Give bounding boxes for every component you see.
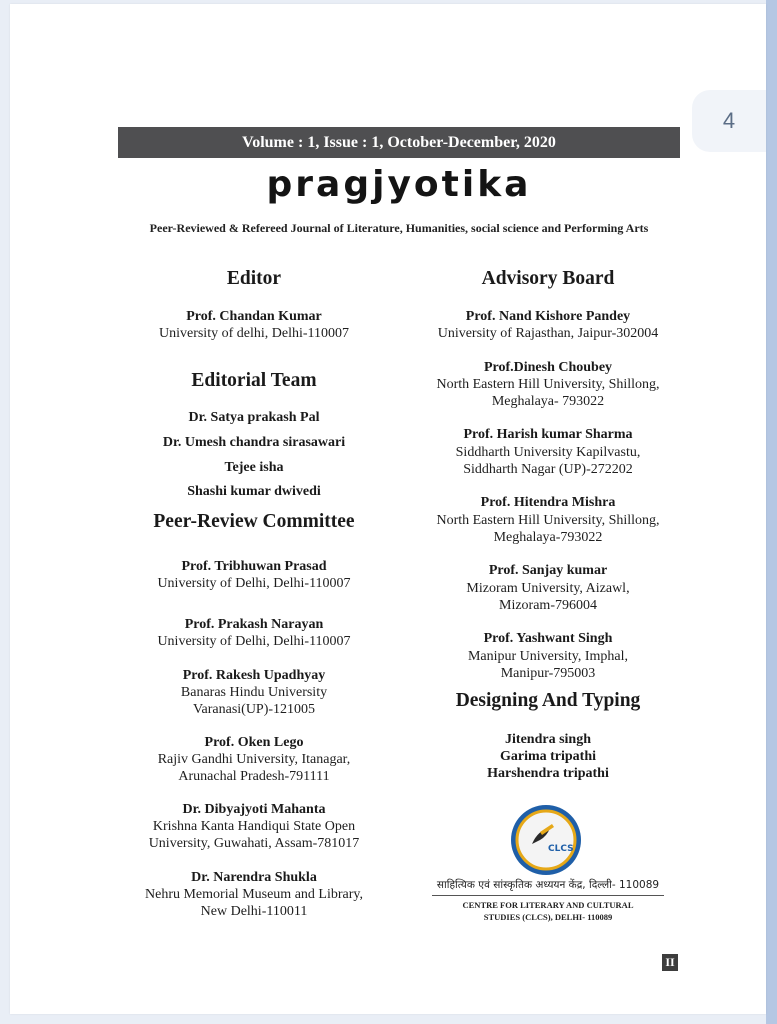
document-page	[10, 4, 766, 1014]
editor-name: Prof. Chandan Kumar	[186, 309, 322, 324]
peer-review-member-affiliation: University of Delhi, Delhi-110007	[157, 576, 351, 591]
logo-inner-ring	[517, 811, 575, 869]
peer-review-heading: Peer-Review Committee	[153, 511, 355, 532]
peer-review-member-affiliation: Rajiv Gandhi University, Itanagar, Arunachal Pradesh-791111	[157, 752, 351, 784]
peer-review-member-name: Prof. Oken Lego	[204, 735, 304, 750]
advisory-member-name: Prof. Hitendra Mishra	[480, 495, 616, 510]
designing-member: Jitendra singh	[505, 732, 591, 747]
editorial-member: Dr. Umesh chandra sirasawari	[162, 435, 346, 450]
designing-heading: Designing And Typing	[455, 690, 641, 711]
peer-review-member-affiliation: Banaras Hindu University Varanasi(UP)-121005	[180, 685, 328, 717]
advisory-member-affiliation: University of Rajasthan, Jaipur-302004	[437, 326, 659, 341]
designing-member: Harshendra tripathi	[487, 766, 609, 781]
peer-review-member-affiliation: Krishna Kanta Handiqui State Open University, Guwahati, Assam-781017	[148, 819, 360, 851]
designing-member: Garima tripathi	[499, 749, 597, 764]
advisory-board-heading: Advisory Board	[481, 268, 615, 289]
advisory-member-name: Prof. Nand Kishore Pandey	[465, 309, 631, 324]
logo-text: CLCS	[548, 844, 574, 854]
peer-review-member-affiliation: Nehru Memorial Museum and Library, New Delhi-110011	[145, 887, 363, 919]
advisory-member-name: Prof. Sanjay kumar	[488, 563, 608, 578]
page-number-badge[interactable]: 4	[692, 90, 766, 152]
advisory-member-affiliation: Manipur University, Imphal, Manipur-795003	[467, 649, 629, 681]
page-marker: II	[662, 954, 678, 971]
clcs-hindi-name: साहित्यिक एवं सांस्कृतिक अध्ययन केंद्र, दिल्ली- 110089	[436, 879, 660, 891]
peer-review-member-name: Prof. Rakesh Upadhyay	[182, 668, 326, 683]
peer-review-member-name: Dr. Narendra Shukla	[191, 870, 317, 885]
advisory-member-name: Prof.Dinesh Choubey	[483, 360, 613, 375]
advisory-member-affiliation: Siddharth University Kapilvastu, Siddharth Nagar (UP)-272202	[455, 445, 641, 477]
advisory-member-affiliation: Mizoram University, Aizawl, Mizoram-796004	[466, 581, 630, 613]
editorial-member: Shashi kumar dwivedi	[187, 484, 321, 499]
editor-affiliation: University of delhi, Delhi-110007	[158, 326, 349, 341]
peer-review-member-name: Prof. Prakash Narayan	[184, 617, 324, 632]
clcs-logo	[510, 804, 582, 876]
editor-heading: Editor	[226, 268, 282, 289]
advisory-member-affiliation: North Eastern Hill University, Shillong, Meghalaya- 793022	[436, 377, 660, 409]
advisory-member-affiliation: North Eastern Hill University, Shillong, Meghalaya-793022	[436, 513, 660, 545]
editorial-team-heading: Editorial Team	[191, 370, 317, 391]
advisory-member-name: Prof. Yashwant Singh	[483, 631, 613, 646]
advisory-member-name: Prof. Harish kumar Sharma	[463, 427, 633, 442]
logo-divider	[432, 895, 664, 896]
editorial-member: Dr. Satya prakash Pal	[188, 410, 320, 425]
viewer-edge	[766, 0, 777, 1024]
volume-issue-banner: Volume : 1, Issue : 1, October-December, 2020	[118, 127, 680, 158]
journal-subtitle: Peer-Reviewed & Refereed Journal of Literature, Humanities, social science and Performing Arts	[149, 221, 649, 235]
peer-review-member-affiliation: University of Delhi, Delhi-110007	[157, 634, 351, 649]
peer-review-member-name: Dr. Dibyajyoti Mahanta	[182, 802, 326, 817]
clcs-english-name: CENTRE FOR LITERARY AND CULTURAL STUDIES (CLCS), DELHI- 110089	[462, 900, 634, 922]
journal-title: pragjyotika	[266, 164, 532, 205]
peer-review-member-name: Prof. Tribhuwan Prasad	[181, 559, 327, 574]
editorial-member: Tejee isha	[224, 460, 284, 475]
